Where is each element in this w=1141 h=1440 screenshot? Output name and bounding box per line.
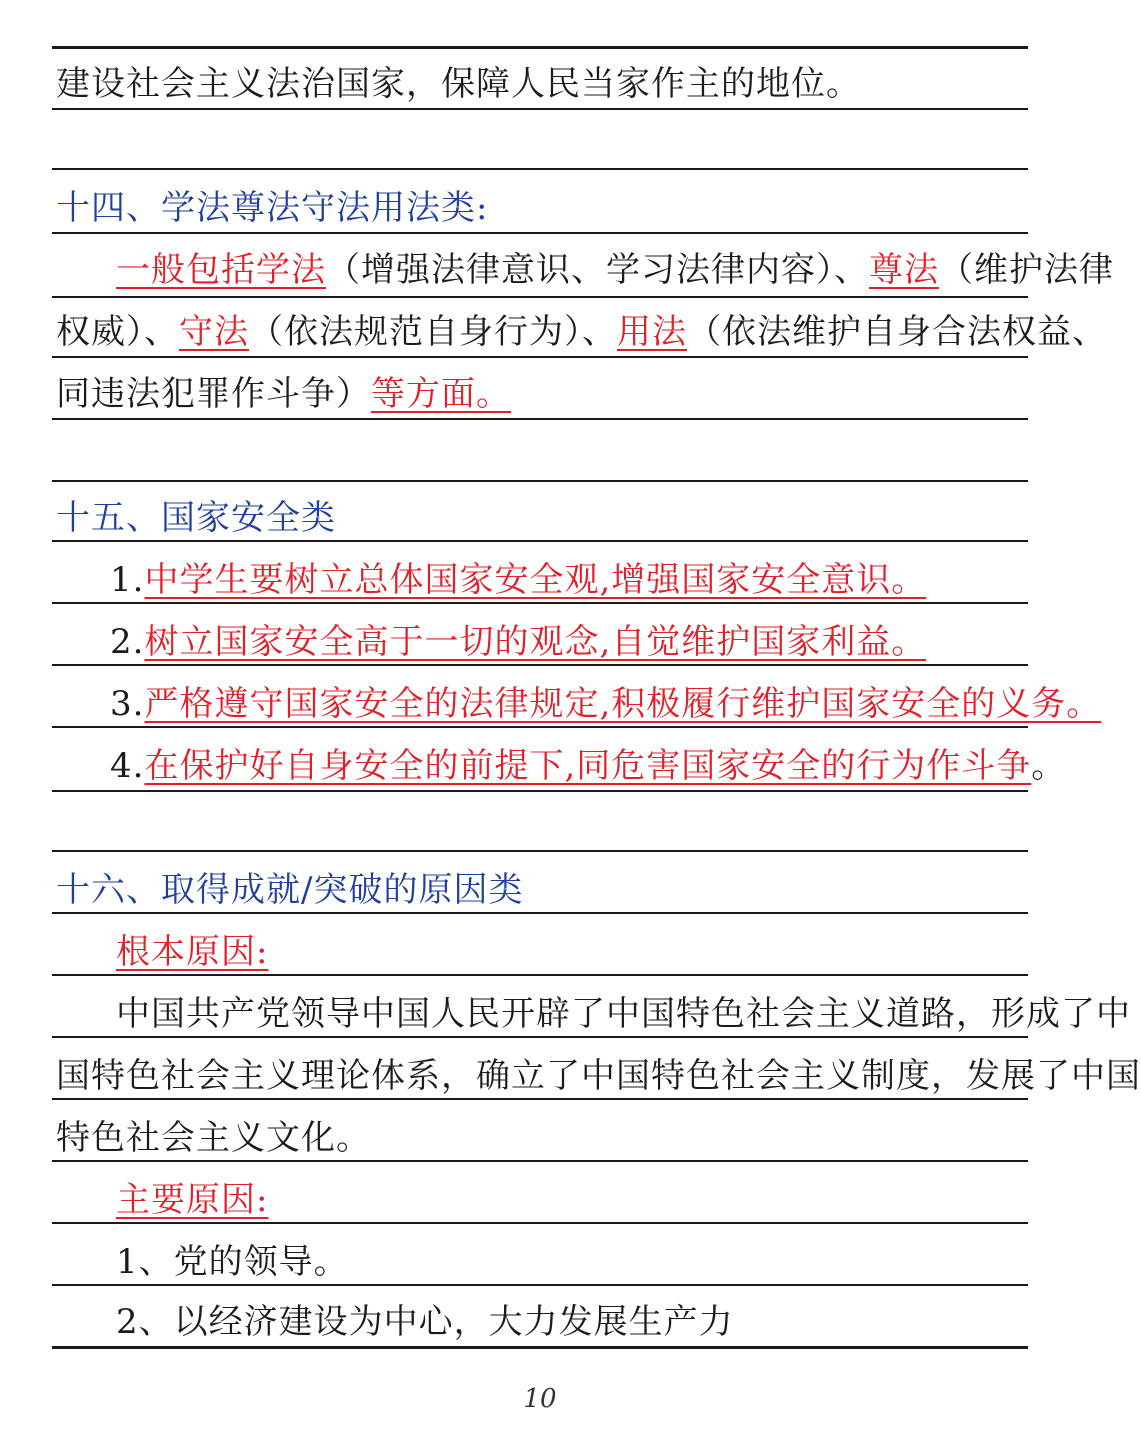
heading-16: 十六、取得成就/突破的原因类	[56, 870, 524, 910]
ruled-line	[52, 1284, 1028, 1286]
ruled-line	[52, 1036, 1028, 1038]
ruled-line	[52, 480, 1028, 482]
security-item-1	[56, 558, 1082, 602]
security-item-3	[56, 682, 1102, 726]
ruled-line	[52, 1098, 1028, 1100]
term-xuefa: 一般包括学法	[116, 250, 326, 290]
ruled-line	[52, 1222, 1028, 1224]
item-number: 4.	[110, 746, 145, 786]
heading-14: 十四、学法尊法守法用法类:	[56, 188, 489, 228]
root-cause-label	[56, 930, 1088, 974]
item-text: 树立国家安全高于一切的观念,自觉维护国家利益。	[144, 622, 927, 662]
text-fragment: （依法规范自身行为）、	[249, 312, 617, 352]
paragraph-14-line-1	[56, 248, 1114, 292]
text-line-1: 建设社会主义法治国家，保障人民当家作主的地位。	[56, 64, 861, 104]
security-item-2	[56, 620, 1082, 664]
term-shoufa: 守法	[179, 312, 249, 352]
main-cause-item-2: 2、以经济建设为中心，大力发展生产力	[116, 1302, 734, 1342]
text-fragment: （依法维护自身合法权益、	[687, 312, 1107, 352]
ruled-line	[52, 296, 1028, 298]
item-number: 2.	[110, 622, 145, 662]
item-text: 中学生要树立总体国家安全观,增强国家安全意识。	[144, 560, 927, 600]
item-text: 严格遵守国家安全的法律规定,积极履行维护国家安全的义务。	[144, 684, 1102, 724]
ruled-line	[52, 1160, 1028, 1162]
term-dengfangmian: 等方面。	[371, 374, 511, 414]
main-cause-item-1: 1、党的领导。	[116, 1242, 349, 1282]
paragraph-14-line-3	[56, 372, 1028, 416]
main-cause-text: 主要原因:	[116, 1180, 269, 1220]
root-cause-line-3: 特色社会主义文化。	[56, 1118, 371, 1158]
ruled-line	[52, 356, 1028, 358]
ruled-line	[52, 232, 1028, 234]
ruled-line	[52, 912, 1028, 914]
item-text: 在保护好自身安全的前提下,同危害国家安全的行为作斗争	[144, 746, 1032, 786]
heading-15: 十五、国家安全类	[56, 498, 336, 538]
ruled-line	[52, 540, 1028, 542]
term-zunfa: 尊法	[869, 250, 939, 290]
ruled-line	[52, 108, 1028, 110]
ruled-line	[52, 168, 1028, 170]
item-number: 3.	[110, 684, 145, 724]
term-yongfa: 用法	[617, 312, 687, 352]
ruled-line	[52, 602, 1028, 604]
text-fragment: （维护法律	[939, 250, 1114, 290]
text-fragment: （增强法律意识、学习法律内容）、	[326, 250, 869, 290]
ruled-line-bottom	[52, 1346, 1028, 1349]
ruled-line	[52, 418, 1028, 420]
main-cause-label	[56, 1178, 1088, 1222]
root-cause-line-1: 中国共产党领导中国人民开辟了中国特色社会主义道路，形成了中	[116, 994, 1131, 1034]
ruled-line	[52, 790, 1028, 792]
ruled-line	[52, 726, 1028, 728]
page-number: 10	[523, 1384, 557, 1414]
item-end-punct: 。	[1031, 746, 1067, 786]
root-cause-line-2: 国特色社会主义理论体系，确立了中国特色社会主义制度，发展了中国	[56, 1056, 1141, 1096]
ruled-line	[52, 46, 1028, 49]
security-item-4	[56, 744, 1082, 788]
ruled-line	[52, 974, 1028, 976]
text-fragment: 同违法犯罪作斗争）	[56, 374, 371, 414]
ruled-line	[52, 850, 1028, 852]
ruled-line	[52, 664, 1028, 666]
root-cause-text: 根本原因:	[116, 932, 269, 972]
text-fragment: 权威）、	[56, 312, 179, 352]
paragraph-14-line-2	[56, 310, 1107, 354]
item-number: 1.	[110, 560, 145, 600]
